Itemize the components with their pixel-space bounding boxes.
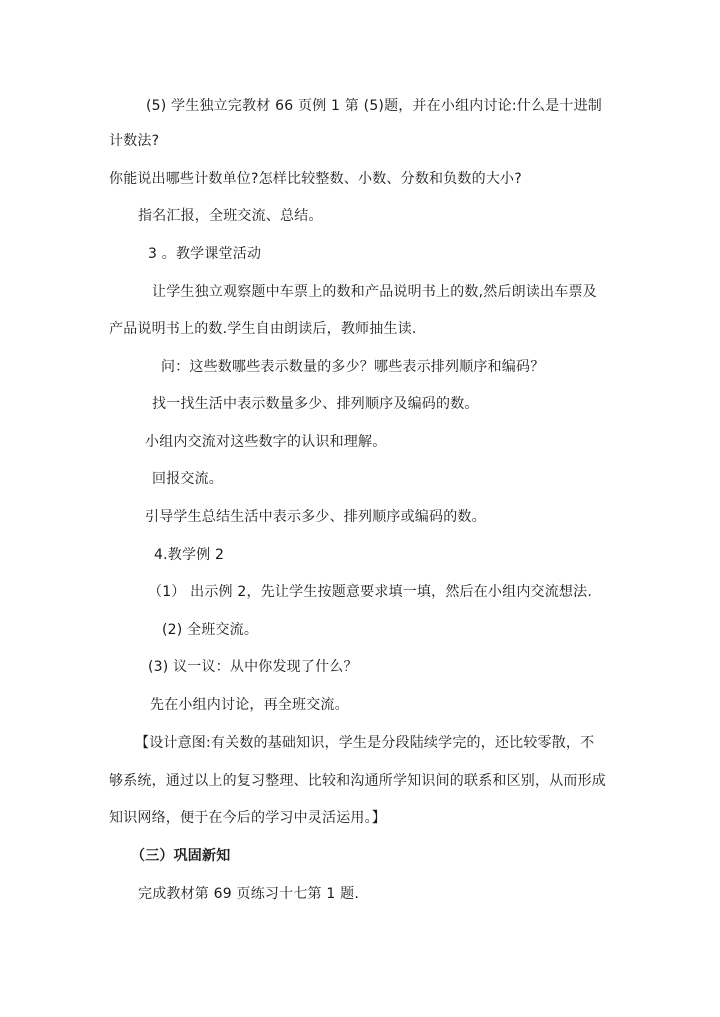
text-line-19: 够系统，通过以上的复习整理、比较和沟通所学知识间的联系和区别，从而形成 (109, 773, 606, 789)
text-line-7: 产品说明书上的数.学生自由朗读后，教师抽生读. (109, 321, 417, 337)
text-line-12: 引导学生总结生活中表示多少、排列顺序或编码的数。 (145, 509, 486, 525)
text-line-11: 回报交流。 (152, 471, 223, 487)
text-line-22: 完成教材第 69 页练习十七第 1 题. (138, 886, 359, 902)
text-line-2: 计数法? (109, 133, 160, 149)
text-line-8: 问：这些数哪些表示数量的多少？哪些表示排列顺序和编码？ (161, 359, 545, 375)
text-line-16: (3) 议一议：从中你发现了什么？ (148, 659, 358, 675)
text-line-5: 3 。教学课堂活动 (148, 246, 262, 262)
text-line-3: 你能说出哪些计数单位?怎样比较整数、小数、分数和负数的大小? (109, 171, 522, 187)
text-line-13: 4.教学例 2 (154, 547, 225, 563)
text-line-9: 找一找生活中表示数量多少、排列顺序及编码的数。 (152, 396, 479, 412)
section-heading: （三）巩固新知 (131, 848, 231, 864)
text-line-17: 先在小组内讨论，再全班交流。 (150, 697, 349, 713)
text-line-18: 【设计意图:有关数的基础知识，学生是分段陆续学完的，还比较零散，不 (135, 735, 595, 751)
text-line-14: （1） 出示例 2，先让学生按题意要求填一填，然后在小组内交流想法. (148, 584, 592, 600)
text-line-6: 让学生独立观察题中车票上的数和产品说明书上的数,然后朗读出车票及 (152, 284, 597, 300)
text-line-1: (5) 学生独立完教材 66 页例 1 第 (5)题，并在小组内讨论:什么是十进制 (146, 98, 603, 114)
text-line-10: 小组内交流对这些数字的认识和理解。 (145, 434, 387, 450)
text-line-20: 知识网络，便于在今后的学习中灵活运用。】 (109, 810, 386, 826)
text-line-4: 指名汇报，全班交流、总结。 (138, 208, 323, 224)
text-line-15: (2) 全班交流。 (162, 622, 259, 638)
